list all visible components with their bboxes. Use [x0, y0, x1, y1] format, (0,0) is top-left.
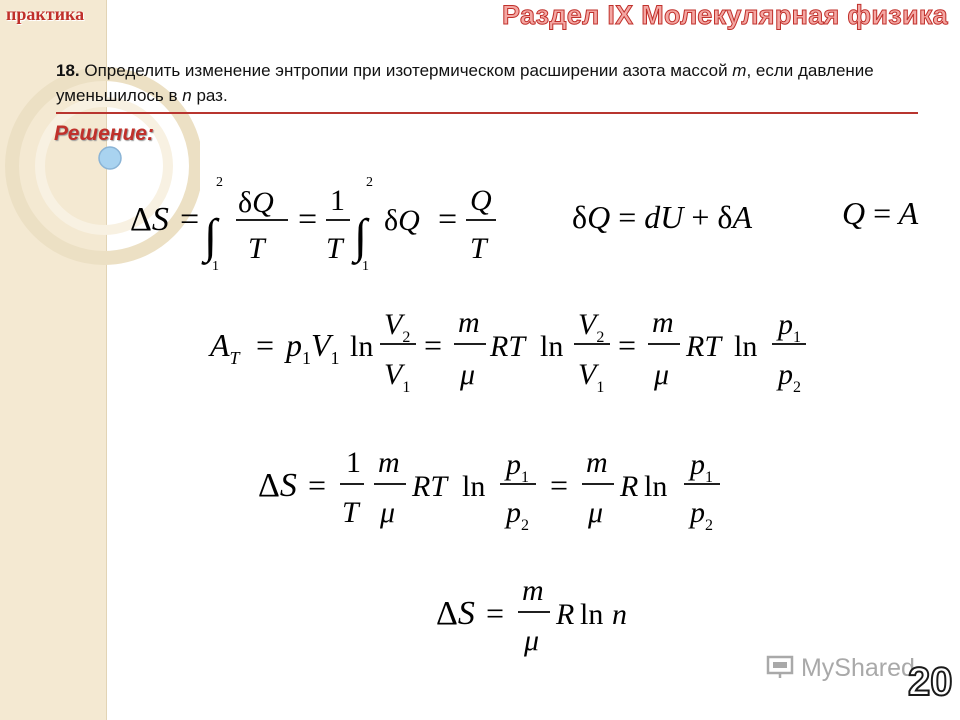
svg-text:ΔS: ΔS	[436, 595, 475, 632]
svg-text:Q = A: Q = A	[842, 195, 919, 231]
problem-var-m: m	[732, 61, 747, 80]
svg-text:δQ: δQ	[238, 186, 274, 219]
svg-text:RT: RT	[412, 470, 448, 503]
svg-text:μ: μ	[654, 358, 670, 391]
formula-first-law	[572, 199, 752, 235]
problem-text-before: Определить изменение энтропии при изотермическом расширении азота массой	[84, 61, 728, 80]
svg-text:1: 1	[346, 446, 361, 479]
svg-text:ln: ln	[580, 598, 604, 631]
formula-delta-s-integral	[130, 175, 496, 274]
formula-q-equals-a	[842, 195, 919, 231]
svg-text:=: =	[256, 327, 275, 363]
svg-text:RT: RT	[490, 330, 526, 363]
svg-text:ΔS: ΔS	[258, 467, 297, 504]
svg-text:AT: $A_T$	[210, 327, 240, 368]
svg-text:2: 2	[216, 175, 223, 190]
svg-text:T: T	[470, 232, 487, 265]
problem-text-middle: , если давление уменьшилось в	[56, 61, 874, 105]
svg-text:=: =	[424, 327, 443, 363]
svg-text:ΔS: ΔS	[130, 201, 169, 238]
svg-text:m: m	[652, 306, 674, 339]
svg-text:p1: $p_1$	[506, 448, 529, 486]
svg-text:T: T	[248, 232, 265, 265]
svg-text:=: =	[550, 467, 569, 503]
watermark-text: MyShared	[800, 654, 915, 682]
watermark	[766, 654, 915, 683]
svg-text:Q: Q	[470, 184, 492, 217]
svg-text:μ: μ	[460, 358, 476, 391]
practice-tag: практика	[6, 4, 85, 24]
formula-delta-s-pressure	[258, 446, 720, 534]
formula-delta-s-final	[436, 574, 627, 657]
svg-text:p1: $p_1$	[690, 448, 713, 486]
svg-text:T: T	[342, 496, 359, 529]
svg-text:p1V1: $p_1V_1$	[286, 327, 340, 368]
svg-text:V1: $V_1$	[384, 358, 411, 396]
svg-text:μ: μ	[588, 496, 604, 529]
problem-text-after: раз.	[196, 86, 228, 105]
presentation-icon	[766, 655, 794, 679]
svg-text:n: n	[612, 598, 627, 631]
svg-text:p2: $p_2$	[506, 496, 529, 534]
formula-isothermal-work	[208, 306, 806, 396]
svg-text:p1: $p_1$	[778, 308, 801, 346]
svg-text:V2: $V_2$	[384, 308, 411, 346]
svg-text:ln: ln	[462, 470, 486, 503]
section-title: Раздел IX Молекулярная физика	[502, 0, 948, 30]
svg-text:ln: ln	[644, 470, 668, 503]
svg-text:2: 2	[366, 175, 373, 190]
svg-text:R: R	[556, 598, 575, 631]
svg-text:1: 1	[330, 184, 345, 217]
svg-text:m: m	[522, 574, 544, 607]
svg-text:μ: μ	[524, 624, 540, 657]
svg-text:p2: $p_2$	[778, 358, 801, 396]
svg-text:m: m	[378, 446, 400, 479]
svg-text:V2: $V_2$	[578, 308, 605, 346]
svg-text:ln: ln	[734, 330, 758, 363]
svg-text:RT: RT	[686, 330, 722, 363]
svg-text:μ: μ	[380, 496, 396, 529]
svg-text:∫: ∫	[204, 210, 218, 263]
svg-text:∫: ∫	[354, 210, 368, 263]
problem-var-n: n	[182, 86, 192, 105]
svg-text:R: R	[620, 470, 639, 503]
problem-number: 18.	[56, 61, 80, 80]
svg-text:=: =	[298, 201, 318, 238]
svg-text:δQ: δQ	[384, 204, 420, 237]
svg-text:T: T	[326, 232, 343, 265]
svg-text:V1: $V_1$	[578, 358, 605, 396]
svg-text:=: =	[486, 595, 505, 631]
svg-text:m: m	[458, 306, 480, 339]
svg-text:m: m	[586, 446, 608, 479]
svg-text:p2: $p_2$	[690, 496, 713, 534]
svg-text:1: 1	[212, 259, 219, 274]
solution-label: Решение:	[54, 122, 154, 145]
svg-text:=: =	[438, 201, 458, 238]
slide-number: 20	[908, 660, 953, 704]
svg-text:δQ = dU + δA: δQ = dU + δA	[572, 199, 753, 235]
svg-text:=: =	[618, 327, 637, 363]
svg-text:ln: ln	[540, 330, 564, 363]
svg-text:ln: ln	[350, 330, 374, 363]
svg-text:=: =	[180, 201, 200, 238]
svg-text:=: =	[308, 467, 327, 503]
svg-text:1: 1	[362, 259, 369, 274]
